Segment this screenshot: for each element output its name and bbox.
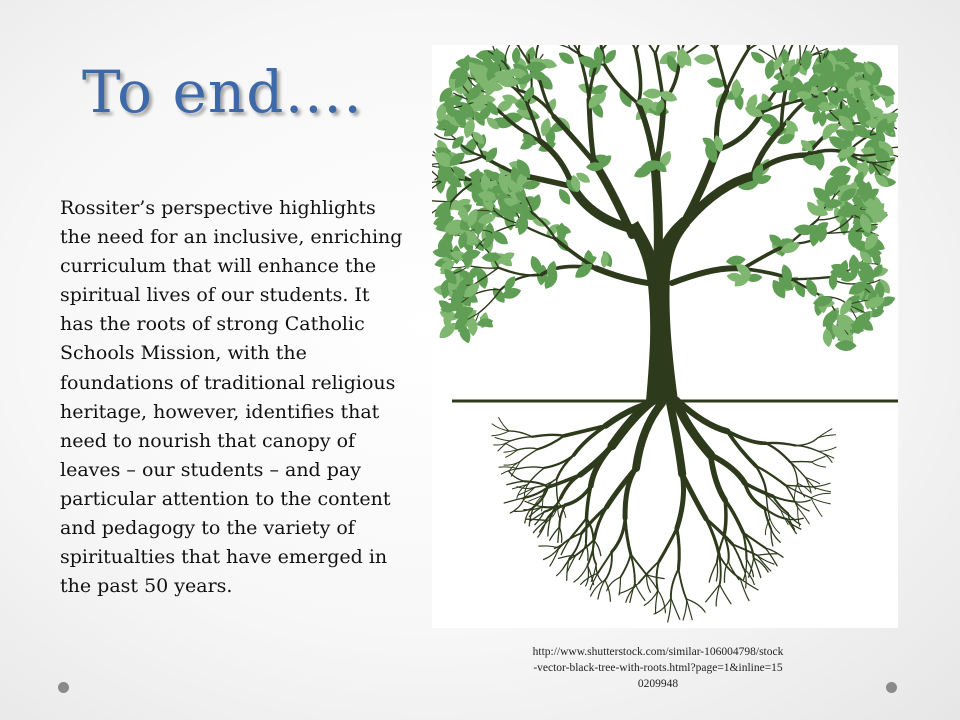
tree-leaf <box>556 49 576 67</box>
tree-root <box>492 431 509 436</box>
tree-root <box>544 455 574 468</box>
tree-root <box>725 500 743 532</box>
tree-branch <box>479 290 501 313</box>
tree-branch <box>538 45 549 46</box>
tree-root <box>719 556 720 585</box>
tree-root <box>659 528 677 561</box>
tree-root <box>679 569 687 599</box>
tree-root <box>509 431 532 437</box>
tree-root <box>619 577 620 595</box>
tree-root <box>657 561 660 590</box>
tree-root <box>495 438 510 441</box>
tree-root <box>811 457 825 463</box>
slide-body-text: Rossiter’s perspective highlights the need for an inclusive, enriching curriculum that will enhance the spiritual lives of our students. It has the roots of strong Catholic Schools Mission, with the foundations of traditional religious heritage, however, identifies that need to nourish that canopy of leaves – our students – and pay particular attention to the content and pedagogy to the variety of spiritualties that have emerged in the past 50 years. <box>60 197 403 598</box>
tree-branch <box>636 45 651 50</box>
image-source-caption[interactable]: http://www.shutterstock.com/similar-106004798/stock-vector-black-tree-with-roots.html?page=1&inline=150209948 <box>532 646 784 690</box>
tree-root <box>507 481 525 484</box>
tree-root <box>757 554 778 556</box>
tree-root <box>740 578 758 590</box>
tree-root <box>557 455 574 479</box>
tree-root <box>754 558 761 577</box>
tree-root <box>724 500 726 535</box>
tree-root <box>796 446 819 452</box>
tree-root <box>795 500 811 502</box>
tree-root <box>518 448 538 450</box>
tree-branch <box>717 112 762 150</box>
tree-illustration <box>432 45 898 628</box>
tree-root <box>757 555 771 571</box>
tree-root <box>538 436 564 449</box>
tree-with-roots-icon <box>432 45 898 628</box>
tree-branch <box>655 169 658 257</box>
tree-root <box>504 498 524 503</box>
tree-root <box>818 447 836 451</box>
tree-root <box>706 519 733 545</box>
tree-root <box>548 519 550 536</box>
tree-root <box>510 437 532 441</box>
tree-root <box>492 424 509 431</box>
tree-root <box>505 443 517 450</box>
tree-root <box>771 529 780 542</box>
tree-root <box>539 546 559 548</box>
tree-root <box>677 474 684 528</box>
tree-branch <box>715 45 727 49</box>
tree-root <box>812 483 830 487</box>
tree-root <box>518 467 544 469</box>
slide-title: To end…. <box>82 58 363 126</box>
tree-root <box>671 598 680 619</box>
tree-branch <box>578 45 580 51</box>
tree-root <box>709 562 717 582</box>
tree-root <box>765 443 790 462</box>
tree-root <box>612 518 625 552</box>
tree-branch <box>545 45 570 48</box>
tree-root <box>550 548 559 566</box>
tree-root <box>586 518 587 542</box>
tree-root <box>607 468 636 507</box>
tree-branch <box>636 50 641 103</box>
tree-root <box>683 599 687 620</box>
tree-leaf <box>835 340 857 351</box>
tree-leaf <box>725 255 746 267</box>
tree-root <box>671 569 679 598</box>
tree-root <box>605 580 610 601</box>
tree-root <box>559 527 561 542</box>
tree-branch <box>748 45 781 50</box>
nav-dot-right-icon <box>886 682 897 693</box>
tree-leaf <box>748 49 767 66</box>
tree-root <box>716 562 717 581</box>
tree-branch <box>655 45 666 54</box>
tree-leaf <box>694 54 716 65</box>
tree-root <box>532 435 564 437</box>
tree-root <box>719 556 740 579</box>
tree-root <box>686 599 692 620</box>
nav-dot-left-icon <box>58 682 69 693</box>
tree-branch <box>620 45 636 50</box>
tree-branch <box>525 45 538 46</box>
tree-root <box>677 528 679 569</box>
tree-root <box>786 485 813 487</box>
tree-root <box>520 449 538 461</box>
tree-root <box>796 438 818 446</box>
tree-root <box>811 493 830 497</box>
tree-root <box>720 584 731 603</box>
tree-root <box>811 462 825 467</box>
tree-root <box>621 554 631 577</box>
tree-branch <box>601 45 623 51</box>
